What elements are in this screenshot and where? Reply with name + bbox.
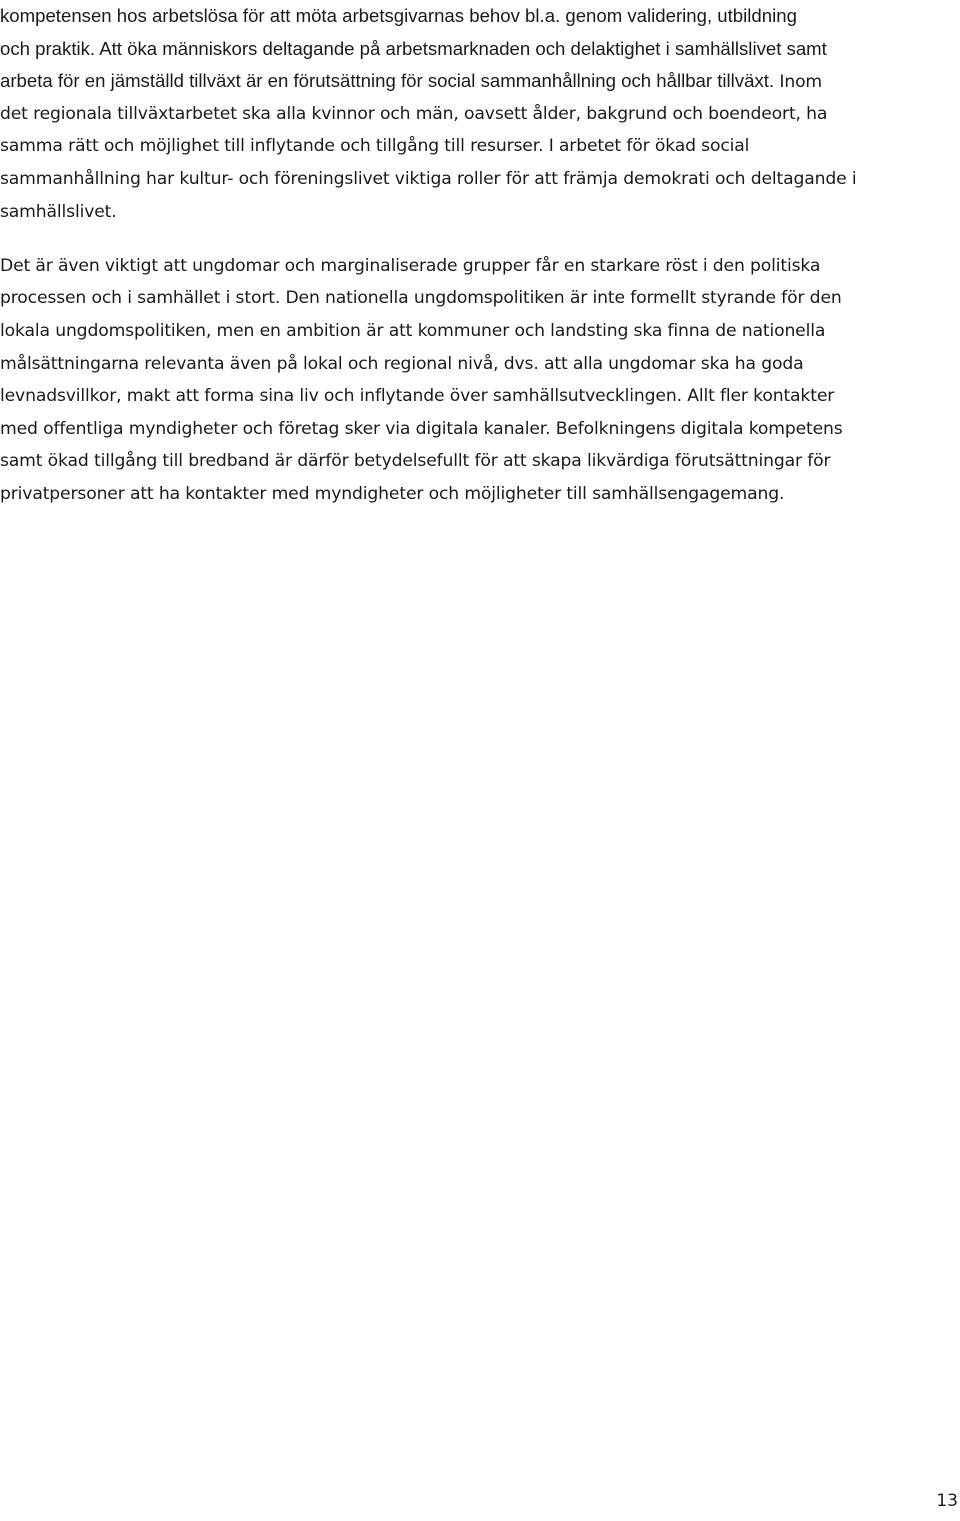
text-run: sammanhållning har kultur- och föreningslivet viktiga roller för att främja demokrati och deltagande i xyxy=(0,168,857,189)
paragraph xyxy=(0,0,958,228)
page-number: 13 xyxy=(936,1491,958,1511)
text-run: kompetensen hos arbetslösa för att möta arbetsgivarnas behov bl.a. genom validering, utbildning xyxy=(0,5,797,26)
text-line xyxy=(0,315,958,348)
text-run: samma rätt och möjlighet till inflytande och tillgång till resurser. I arbetet för ökad social xyxy=(0,136,750,157)
text-run: och praktik. Att öka människors deltagande på arbetsmarknaden och delaktighet i samhällslivet samt xyxy=(0,37,827,59)
text-line xyxy=(0,98,958,131)
text-run: Det är även viktigt att ungdomar och marginaliserade grupper får en starkare röst i den politiska xyxy=(0,255,821,276)
text-line xyxy=(0,380,958,413)
text-line xyxy=(0,33,958,66)
text-line xyxy=(0,163,958,196)
text-line xyxy=(0,196,958,229)
text-run: målsättningarna relevanta även på lokal och regional nivå, dvs. att alla ungdomar ska ha goda xyxy=(0,353,804,374)
body-text xyxy=(0,0,958,511)
text-line xyxy=(0,348,958,381)
text-line xyxy=(0,65,958,98)
text-run: det regionala tillväxtarbetet ska alla kvinnor och män, oavsett ålder, bakgrund och boendeort, ha xyxy=(0,103,828,124)
text-run: processen och i samhället i stort. Den nationella ungdomspolitiken är inte formellt styrande för den xyxy=(0,288,842,309)
paragraph-gap xyxy=(0,228,958,250)
text-line xyxy=(0,413,958,446)
text-line xyxy=(0,0,958,33)
text-line xyxy=(0,282,958,315)
text-run: arbeta för en jämställd tillväxt är en förutsättning för social sammanhållning och hållbar tillväxt. xyxy=(0,70,775,92)
text-line xyxy=(0,130,958,163)
text-run: Inom xyxy=(774,72,823,93)
text-line xyxy=(0,478,958,511)
text-run: med offentliga myndigheter och företag sker via digitala kanaler. Befolkningens digitala kompetens xyxy=(0,418,843,439)
text-line xyxy=(0,250,958,283)
text-run: samt ökad tillgång till bredband är därför betydelsefullt för att skapa likvärdiga förutsättningar för xyxy=(0,451,831,472)
text-run: lokala ungdomspolitiken, men en ambition är att kommuner och landsting ska finna de nationella xyxy=(0,320,826,341)
text-run: levnadsvillkor, makt att forma sina liv och inflytande över samhällsutvecklingen. Allt fler kontakter xyxy=(0,386,835,407)
text-run: samhällslivet. xyxy=(0,201,117,222)
text-run: privatpersoner att ha kontakter med myndigheter och möjligheter till samhällsengagemang. xyxy=(0,483,785,504)
paragraph xyxy=(0,250,958,511)
text-line xyxy=(0,445,958,478)
